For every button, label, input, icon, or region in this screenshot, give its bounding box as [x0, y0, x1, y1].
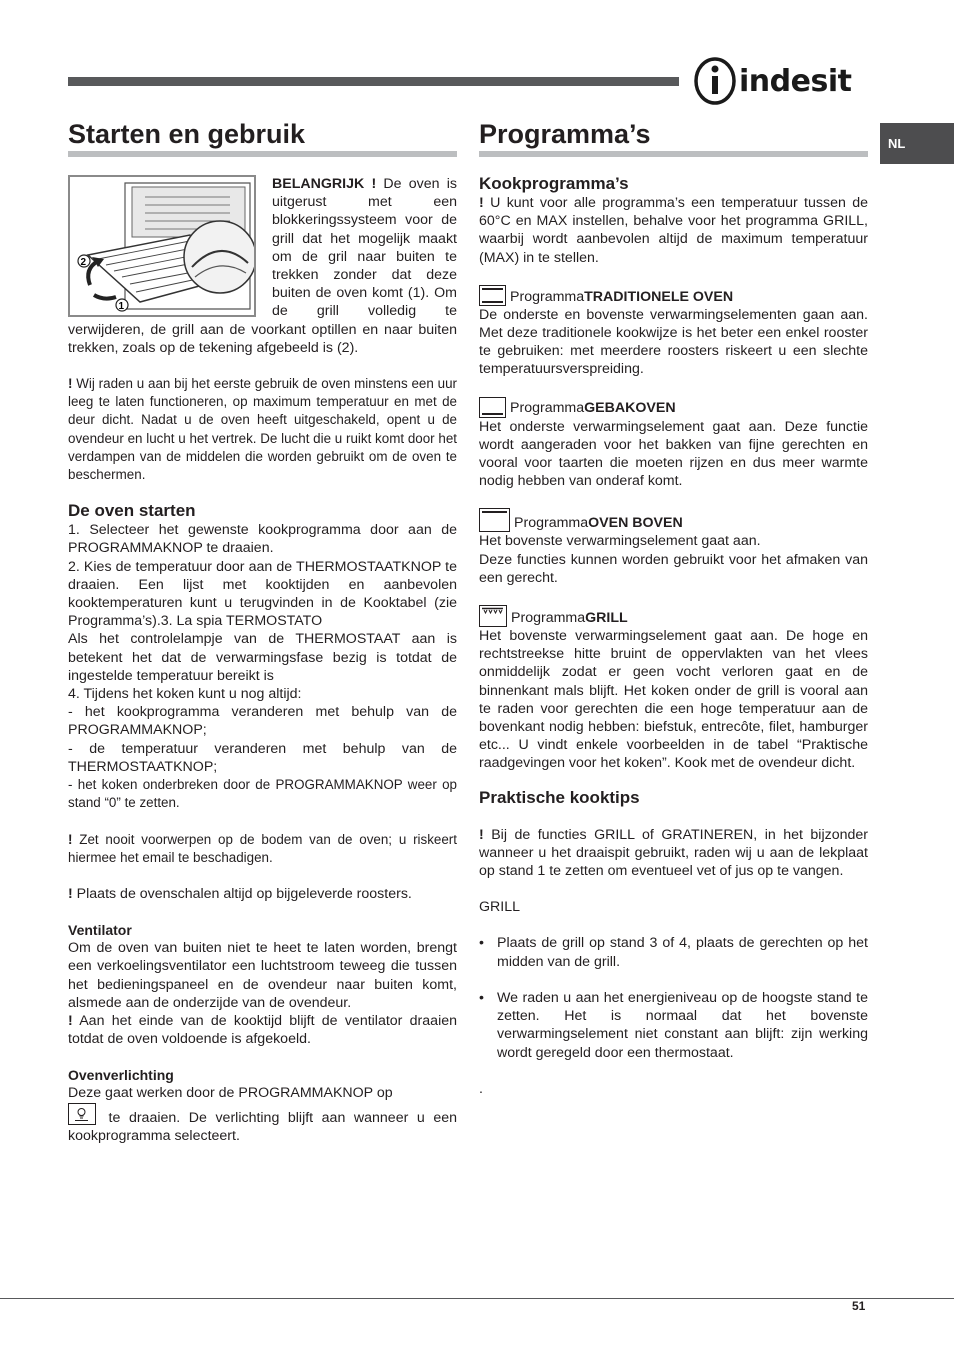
warning-mark: !: [479, 826, 484, 843]
warning-mark: !: [68, 1012, 73, 1029]
grill-label: GRILL: [479, 899, 521, 916]
program-prefix: Programma: [510, 288, 585, 305]
program-name-gebak: GEBAKOVEN: [584, 400, 676, 417]
program-gebak-text: Het onderste verwarmingselement gaat aan. Deze functie wordt aangeraden voor het bakken van fijne gerechten en vooral voor taarten die moeten rijzen en dus meer warmte nodig hebben van onderaf komt.: [479, 418, 868, 490]
program-traditional-text: De onderste en bovenste verwarmingselementen gaan aan. Met deze traditionele kookwijze is het beter een enkel rooster te gebruiken: met meerdere roosters riskeert u een slechte temperatuursverspreiding.: [479, 306, 868, 378]
light-text-2-content: te draaien. De verlichting blijft aan wanneer u een kookprogramma selecteert.: [68, 1109, 457, 1144]
program-boven-title: [479, 508, 868, 532]
important-label: BELANGRIJK !: [272, 176, 377, 192]
program-boven-text: Het bovenste verwarmingselement gaat aan. Deze functies kunnen worden gebruikt voor het afmaken van een gerecht.: [479, 533, 868, 586]
light-text-1: Deze gaat werken door de PROGRAMMAKNOP op: [68, 1085, 393, 1102]
start-line-6: - de temperatuur veranderen met behulp van de THERMOSTAATKNOP;: [68, 740, 457, 775]
kook-text-content: U kunt voor alle programma’s een temperatuur tussen de 60°C en MAX instellen, behalve voor het programma GRILL, waarbij wordt aanbevolen altijd de maximum temperatuur (MAX) in te stellen.: [479, 195, 868, 266]
program-grill-title: [479, 605, 868, 627]
figure-label-1: 1: [118, 301, 125, 312]
kook-text: [479, 194, 868, 267]
language-tab: NL: [880, 123, 954, 164]
program-gebak-title: [479, 397, 868, 418]
section-title-start: Starten en gebruik: [68, 112, 457, 157]
program-traditional-title: [479, 285, 868, 306]
program-prefix: Programma: [510, 400, 585, 417]
first-use-note: [68, 375, 457, 484]
program-prefix: Programma: [511, 609, 586, 626]
ventilator-heading: Ventilator: [68, 922, 132, 939]
start-line-4: 4. Tijdens het koken kunt u nog altijd:: [68, 686, 302, 703]
warning-mark: !: [68, 885, 73, 902]
oven-light-icon: [68, 1103, 96, 1125]
bottom-warning-text: Zet nooit voorwerpen op de bodem van de oven; u riskeert hiermee het email te beschadigen.: [68, 831, 457, 865]
tip-bullet-1: • Plaats de grill op stand 3 of 4, plaats de gerechten op het midden van de grill.: [479, 934, 868, 970]
page-number: 51: [852, 1299, 866, 1313]
light-text-2: [68, 1103, 457, 1145]
brand-logo: [693, 56, 871, 106]
program-name-boven: OVEN BOVEN: [588, 515, 683, 532]
rack-note-text: Plaats de ovenschalen altijd op bijgeleverde roosters.: [72, 885, 412, 902]
start-line-5: - het kookprogramma veranderen met behulp van de PROGRAMMAKNOP;: [68, 704, 457, 739]
start-line-2: 2. Kies de temperatuur door aan de THERMOSTAATKNOP te draaien. Een lijst met kooktijden en aanbevolen kooktemperaturen kunt u terugvinden in de Kooktabel (zie Programma’s).3. La spia TERMOSTATO: [68, 558, 457, 630]
ventilator-text: Om de oven van buiten niet te heet te laten worden, brengt een verkoelingsventilator een luchtstroom teweeg die tussen het bedieningspaneel en de ovendeur naar buiten komt, alsmede aan de onderzijde van de ovendeur.: [68, 940, 457, 1011]
right-column: [479, 112, 868, 1098]
tips-heading: Praktische kooktips: [479, 787, 640, 807]
light-heading: Ovenverlichting: [68, 1067, 174, 1084]
warning-mark: !: [68, 376, 73, 392]
ventilator-note-text: Aan het einde van de kooktijd blijft de ventilator draaien totdat de oven voldoende is afgekoeld.: [68, 1012, 457, 1048]
intro-text: De oven is uitgerust met een blokkeringssysteem voor de grill dat het mogelijk maakt om de gril naar buiten te trekken zonder dat deze buiten de oven komt (1). Om de grill volledig te verwijderen, de grill aan de voorkant optillen en naar buiten trekken, zoals op de tekening afgebeeld is (2).: [68, 176, 457, 356]
grill-illustration: [68, 175, 256, 317]
program-prefix: Programma: [514, 515, 589, 532]
grill-icon: [479, 605, 507, 627]
section-title-programs: Programma’s: [479, 112, 868, 157]
traditional-oven-icon: [479, 285, 506, 306]
rack-note: [68, 885, 457, 903]
bottom-heat-icon: [479, 397, 506, 418]
header-bar: [68, 77, 679, 86]
program-name-grill: GRILL: [585, 609, 628, 626]
start-line-1: 1. Selecteer het gewenste kookprogramma door aan de PROGRAMMAKNOP te draaien.: [68, 522, 457, 557]
kook-heading: Kookprogramma’s: [479, 174, 629, 193]
first-use-text: Wij raden u aan bij het eerste gebruik de oven minstens een uur leeg te laten functioneren, op maximum temperatuur en met de deur dicht. Nadat u de oven heeft uitgeschakeld, opent u de ovendeur en lucht u het vertrek. De lucht die u ruikt komt door het verdampen van de middelen die worden gebruikt om de oven te beschermen.: [68, 376, 457, 483]
start-line-3: Als het controlelampje van de THERMOSTAAT aan is betekent het dat de verwarmingsfase bezig is totdat de ingestelde temperatuur bereikt is: [68, 631, 457, 684]
figure-label-2: 2: [80, 257, 87, 268]
program-grill-text: Het bovenste verwarmingselement gaat aan. De hoge en rechtstreekse hitte bruint de oppervlakten van het vlees onmiddelijk zodat er geen vocht verloren gaat en de binnenkant mals blijft. Het koken onder de grill is vooral aan te raden voor gerechten die een hoge temperatuur aan de bovenkant nodig hebben: biefstuk, entrecôte, filet, hamburger etc... U vindt enkele voorbeelden in de tabel “Praktische raadgevingen voor het koken”. Kook met de ovendeur dicht.: [479, 628, 868, 772]
warning-mark: !: [68, 831, 73, 847]
tips-text: [479, 826, 868, 881]
left-column: [68, 112, 457, 1145]
program-name-traditional: TRADITIONELE OVEN: [584, 288, 734, 305]
start-heading: De oven starten: [68, 501, 196, 521]
bottom-warning: [68, 831, 457, 867]
indesit-logo-icon: [693, 56, 739, 106]
warning-mark: !: [479, 195, 484, 211]
tip-bullet-2: • We raden u aan het energieniveau op de hoogste stand te zetten. Het is normaal dat het bovenste verwarmingselement niet constant aan blijft: zijn werking wordt geregeld door een thermostaat.: [479, 989, 868, 1062]
top-heat-icon: [479, 508, 510, 532]
ventilator-note: [68, 1012, 457, 1048]
end-dot: .: [479, 1080, 483, 1097]
brand-name: indesit: [739, 64, 852, 99]
start-line-7: - het koken onderbreken door de PROGRAMMAKNOP weer op stand “0” te zetten.: [68, 777, 457, 811]
footer-rule: [0, 1298, 954, 1299]
tips-text-content: Bij de functies GRILL of GRATINEREN, in het bijzonder wanneer u het draaispit gebruikt, raden wij u aan de lekplaat op stand 1 te zetten om eventueel vet of jus op te vangen.: [479, 826, 868, 880]
